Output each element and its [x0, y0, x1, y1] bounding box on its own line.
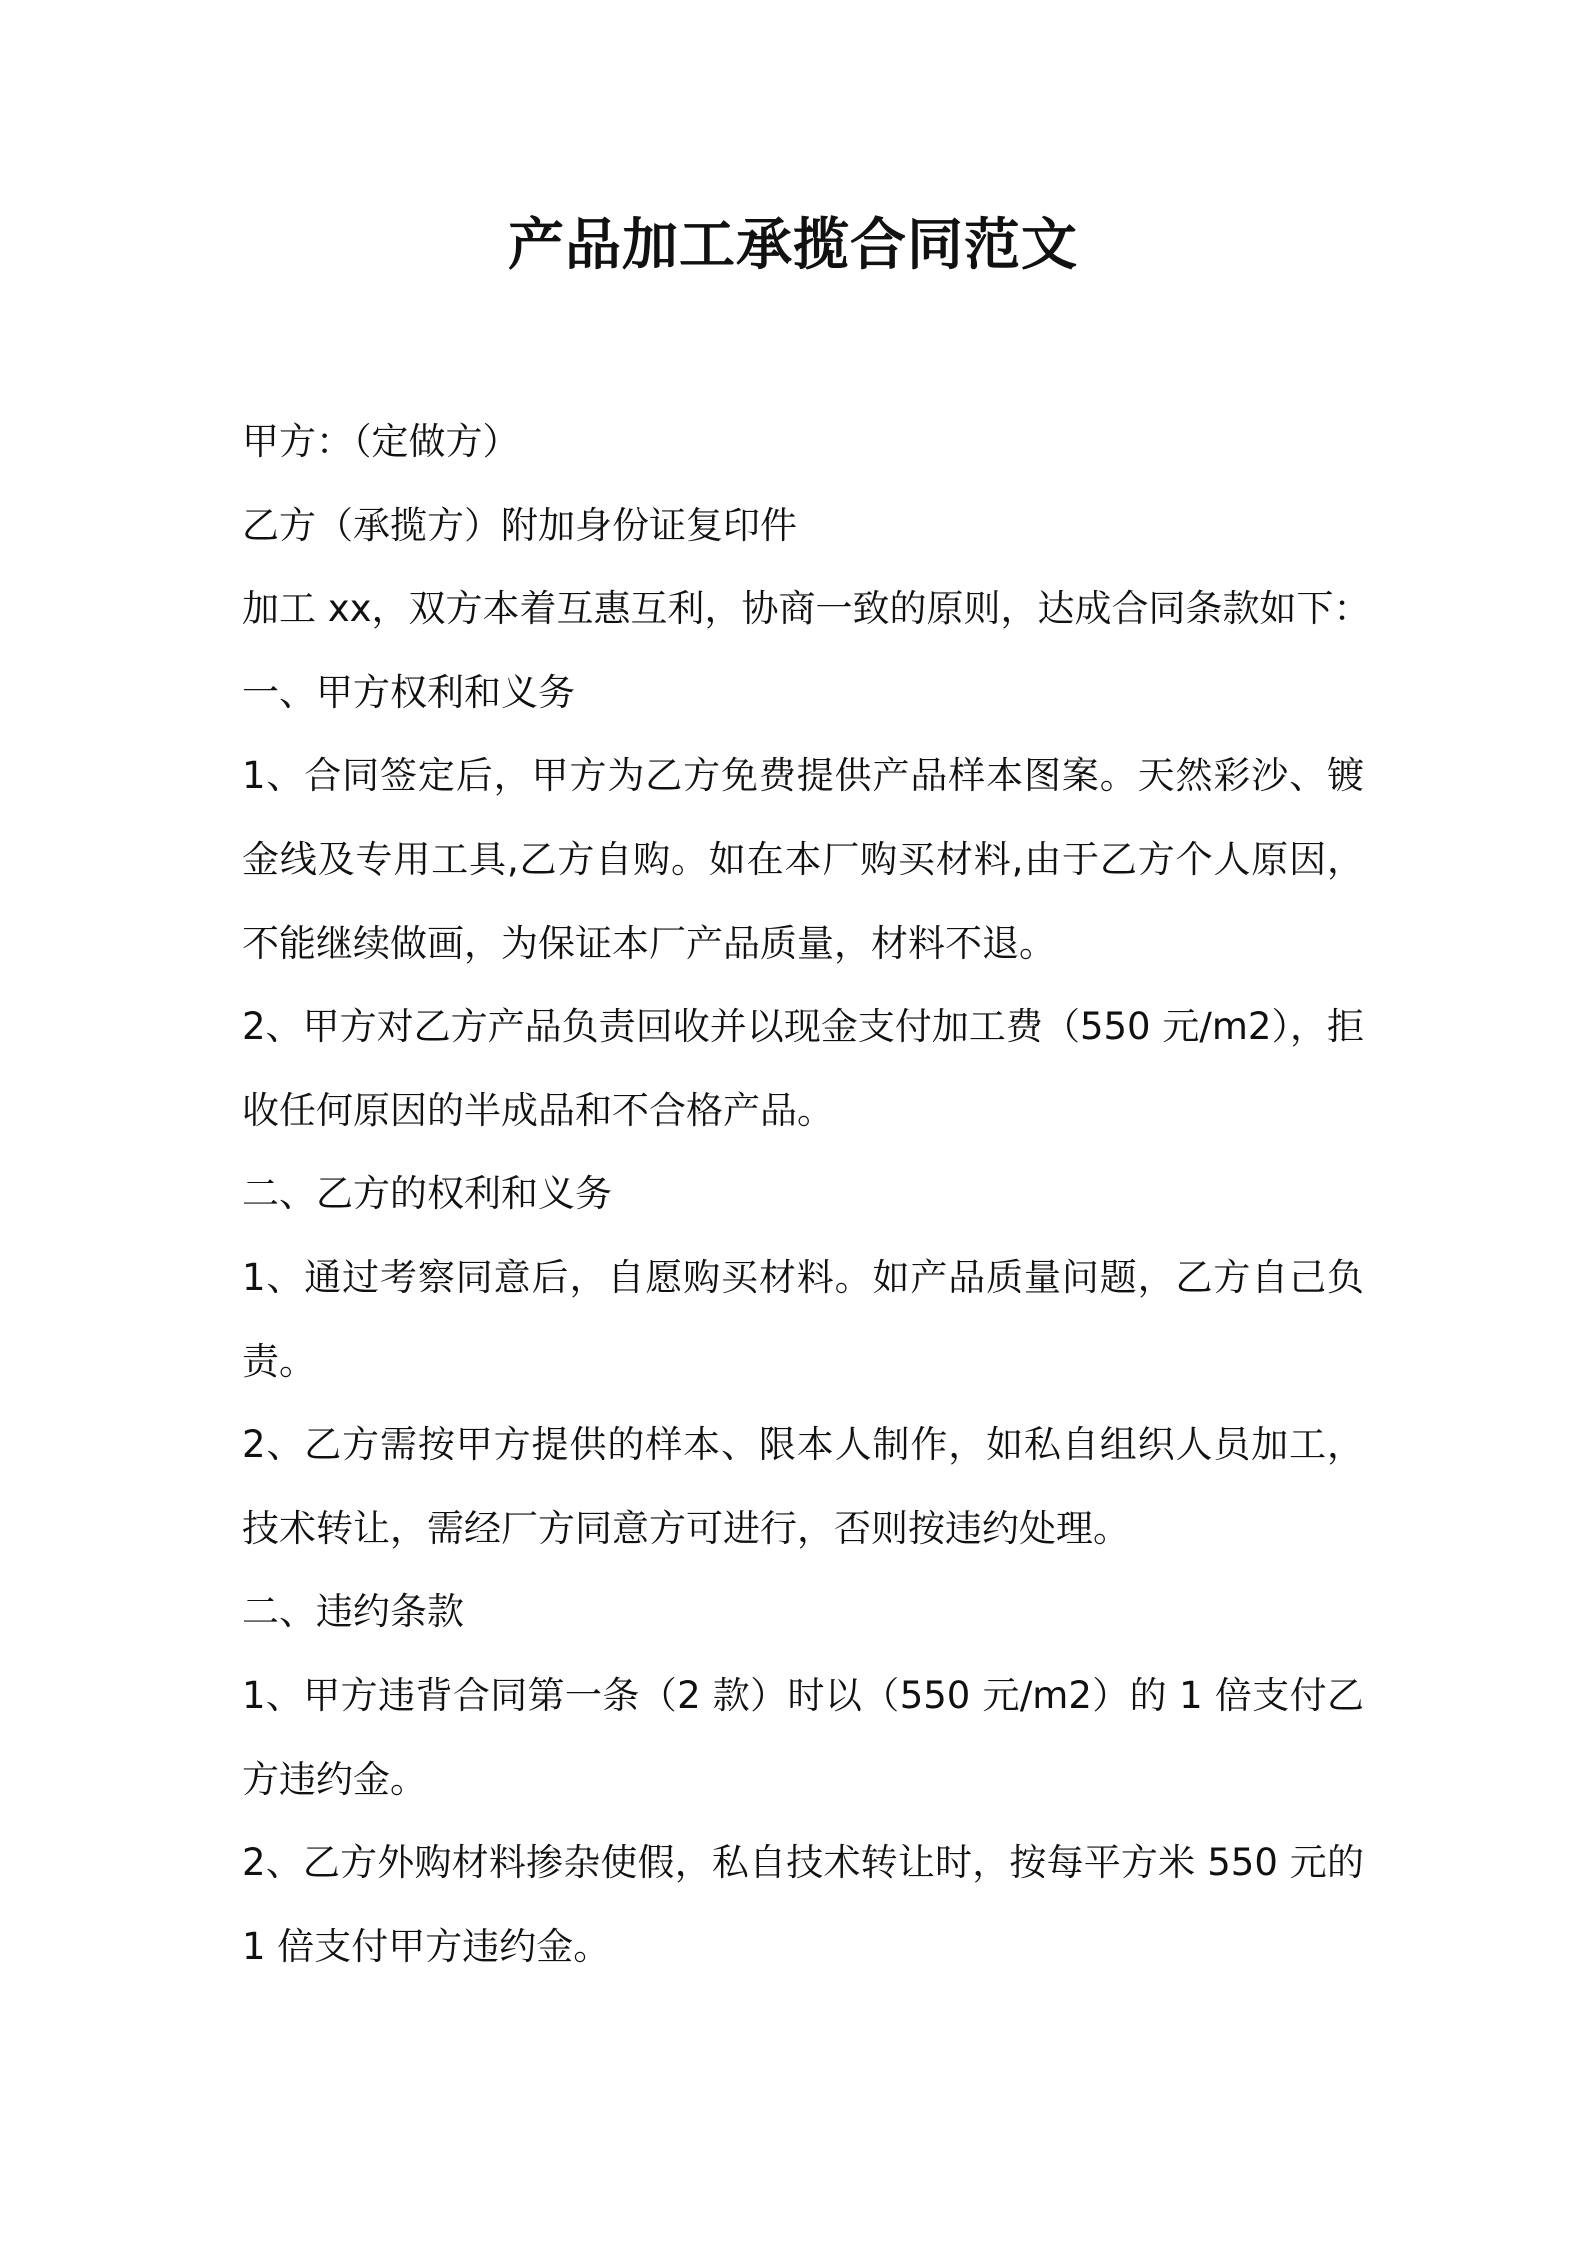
- text-line: 1、通过考察同意后，自愿购买材料。如产品质量问题，乙方自己负: [242, 1255, 1364, 1299]
- document-body: [242, 400, 1371, 1988]
- text-line: 责。: [242, 1339, 316, 1383]
- document-title: 产品加工承揽合同范文: [508, 213, 1078, 278]
- text-line: 乙方（承揽方）附加身份证复印件: [242, 503, 797, 547]
- text-line: 甲方：（定做方）: [242, 420, 520, 463]
- section-heading: 二、乙方的权利和义务: [242, 1172, 612, 1216]
- text-line: 2、乙方外购材料掺杂使假，私自技术转让时，按每平方米 550 元的: [242, 1841, 1364, 1885]
- text-line: 方违约金。: [242, 1757, 427, 1801]
- text-line: 金线及专用工具,乙方自购。如在本厂购买材料,由于乙方个人原因，: [242, 837, 1364, 881]
- text-line: 2、乙方需按甲方提供的样本、限本人制作，如私自组织人员加工，: [242, 1423, 1364, 1467]
- text-line: 收任何原因的半成品和不合格产品。: [242, 1088, 834, 1132]
- text-line: 2、甲方对乙方产品负责回收并以现金支付加工费（550 元/m2），拒: [242, 1005, 1364, 1049]
- section-heading: 二、违约条款: [242, 1590, 464, 1634]
- text-line: 1、甲方违背合同第一条（2 款）时以（550 元/m2）的 1 倍支付乙: [242, 1673, 1364, 1717]
- section-heading: 一、甲方权利和义务: [242, 670, 575, 714]
- text-line: 加工 xx，双方本着互惠互利，协商一致的原则，达成合同条款如下：: [242, 587, 1371, 631]
- text-line: 技术转让，需经厂方同意方可进行，否则按违约处理。: [242, 1506, 1130, 1550]
- text-line: 1 倍支付甲方违约金。: [242, 1924, 611, 1968]
- text-line: 1、合同签定后，甲方为乙方免费提供产品样本图案。天然彩沙、镀: [242, 754, 1364, 798]
- text-line: 不能继续做画，为保证本厂产品质量，材料不退。: [242, 921, 1056, 965]
